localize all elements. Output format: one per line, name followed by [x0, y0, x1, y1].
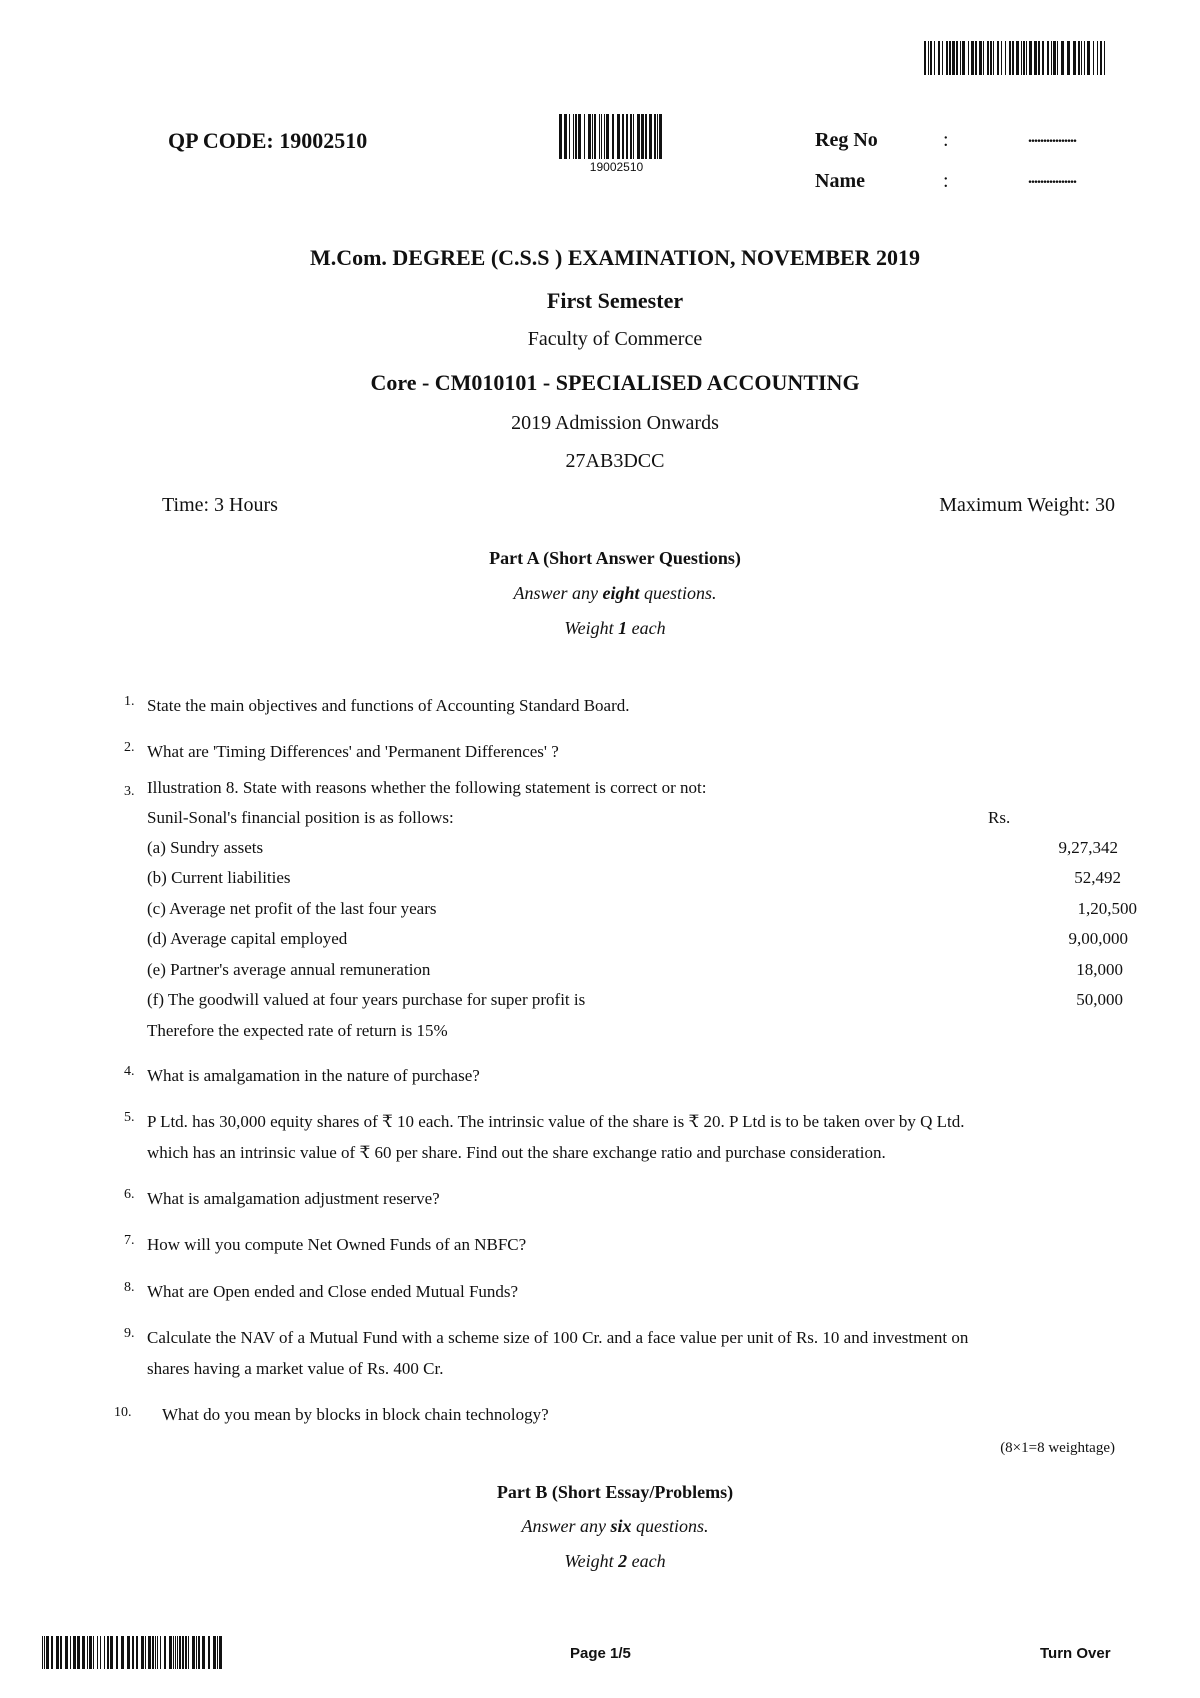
name-field[interactable]: ................ — [1028, 170, 1076, 187]
question-9-number: 9. — [124, 1326, 135, 1341]
q3-row — [147, 960, 1123, 984]
q3-row-value: 52,492 — [1074, 868, 1121, 887]
part-a-weightage: (8×1=8 weightage) — [1000, 1440, 1115, 1456]
question-5-text-cont: which has an intrinsic value of ₹ 60 per share. Find out the share exchange ratio and purchase consideration. — [147, 1143, 886, 1162]
qp-code: QP CODE: 19002510 — [168, 128, 368, 153]
exam-time: Time: 3 Hours — [162, 494, 278, 516]
question-2-number: 2. — [124, 740, 135, 755]
q3-intro: Sunil-Sonal's financial position is as follows: — [147, 808, 454, 827]
q3-row-value: 9,27,342 — [1058, 838, 1118, 857]
top-right-barcode — [924, 41, 1130, 75]
q3-row-value: 50,000 — [1076, 990, 1123, 1009]
reg-no-label: Reg No — [815, 129, 878, 151]
qp-barcode — [559, 114, 674, 159]
question-7-number: 7. — [124, 1233, 135, 1248]
q3-row-label: (e) Partner's average annual remuneration — [147, 960, 431, 979]
question-1-text: State the main objectives and functions of Accounting Standard Board. — [147, 696, 630, 715]
reg-no-colon: : — [943, 129, 949, 151]
question-9-text-cont: shares having a market value of Rs. 400 Cr. — [147, 1359, 444, 1378]
question-6-number: 6. — [124, 1187, 135, 1202]
q3-row — [147, 929, 1128, 953]
q3-row-label: (f) The goodwill valued at four years purchase for super profit is — [147, 990, 586, 1009]
q3-currency: Rs. — [988, 808, 1011, 827]
question-5-number: 5. — [124, 1110, 135, 1125]
barcode-stripe — [222, 1636, 224, 1669]
question-5-text: P Ltd. has 30,000 equity shares of ₹ 10 each. The intrinsic value of the share is ₹ 20. P Ltd is to be taken over by Q Ltd. — [147, 1112, 965, 1131]
q3-row — [147, 899, 1137, 923]
q3-row-label: (b) Current liabilities — [147, 868, 291, 887]
question-6-text: What is amalgamation adjustment reserve? — [147, 1189, 440, 1208]
question-4-text: What is amalgamation in the nature of purchase? — [147, 1066, 480, 1085]
question-7-text: How will you compute Net Owned Funds of an NBFC? — [147, 1235, 527, 1254]
question-9-text: Calculate the NAV of a Mutual Fund with a scheme size of 100 Cr. and a face value per unit of Rs. 10 and investment on — [147, 1328, 969, 1347]
exam-title: M.Com. DEGREE (C.S.S ) EXAMINATION, NOVEMBER 2019 — [309, 245, 921, 270]
q3-row-label: (d) Average capital employed — [147, 929, 348, 948]
question-2-text: What are 'Timing Differences' and 'Permanent Differences' ? — [147, 742, 559, 761]
exam-faculty: Faculty of Commerce — [527, 328, 703, 350]
question-3-text: Illustration 8. State with reasons whether the following statement is correct or not: — [147, 778, 707, 797]
q3-row-value: 18,000 — [1076, 960, 1123, 979]
question-10-text: What do you mean by blocks in block chain technology? — [162, 1405, 549, 1424]
question-10-number: 10. — [114, 1405, 132, 1420]
reg-no-field[interactable]: ................ — [1028, 129, 1076, 146]
question-3-number: 3. — [124, 784, 135, 799]
name-colon: : — [943, 170, 949, 192]
question-8-number: 8. — [124, 1280, 135, 1295]
part-a-weight: Weight 1 each — [564, 618, 666, 638]
exam-code: 27AB3DCC — [565, 450, 665, 472]
q3-row-label: (c) Average net profit of the last four years — [147, 899, 437, 918]
exam-admission: 2019 Admission Onwards — [511, 412, 719, 434]
part-b-weight: Weight 2 each — [564, 1551, 666, 1571]
question-4-number: 4. — [124, 1064, 135, 1079]
part-b-instruction: Answer any six questions. — [521, 1516, 709, 1536]
exam-semester: First Semester — [546, 288, 684, 313]
q3-row-value: 9,00,000 — [1068, 929, 1128, 948]
barcode-stripe — [662, 114, 664, 159]
exam-max-weight: Maximum Weight: 30 — [939, 494, 1115, 516]
q3-conclusion: Therefore the expected rate of return is 15% — [147, 1021, 448, 1040]
part-a-heading: Part A (Short Answer Questions) — [489, 548, 741, 568]
barcode-stripe — [1105, 41, 1108, 75]
question-8-text: What are Open ended and Close ended Mutual Funds? — [147, 1282, 519, 1301]
part-b-heading: Part B (Short Essay/Problems) — [496, 1482, 734, 1502]
q3-row — [147, 868, 1121, 892]
bottom-left-barcode — [42, 1636, 247, 1669]
question-1-number: 1. — [124, 694, 135, 709]
page-number: Page 1/5 — [570, 1645, 631, 1662]
q3-row — [147, 990, 1123, 1014]
exam-course: Core - CM010101 - SPECIALISED ACCOUNTING — [370, 370, 860, 395]
q3-row — [147, 838, 1118, 862]
q3-row-value: 1,20,500 — [1077, 899, 1137, 918]
turn-over: Turn Over — [1040, 1645, 1111, 1662]
name-label: Name — [815, 170, 865, 192]
q3-row-label: (a) Sundry assets — [147, 838, 264, 857]
part-a-instruction: Answer any eight questions. — [513, 583, 717, 603]
qp-barcode-number: 19002510 — [589, 160, 644, 174]
